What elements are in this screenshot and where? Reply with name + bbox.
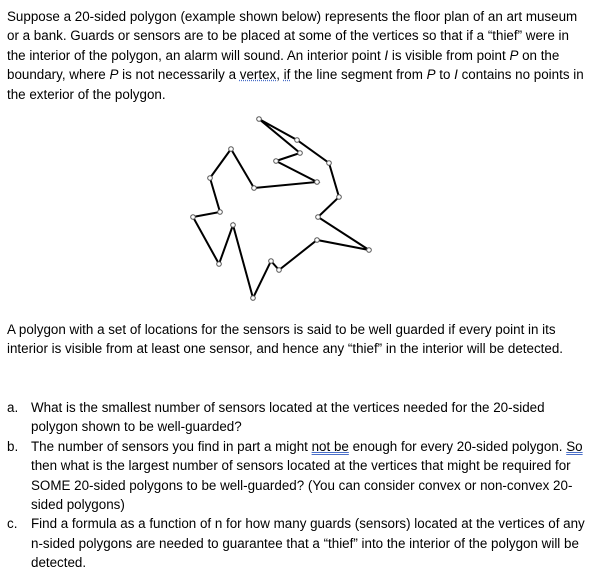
- question-text: The number of sensors you find in part a might: [31, 438, 312, 454]
- intro-text: the line segment from: [290, 67, 427, 83]
- intro-text: contains no points in the exterior of the polygon.: [7, 67, 584, 102]
- vertex-marker: [327, 161, 332, 166]
- var-p: P: [509, 47, 519, 63]
- vertex-marker: [218, 210, 223, 215]
- vertex-marker: [298, 151, 303, 156]
- intro-text: on the boundary, where: [7, 47, 560, 83]
- question-text: enough for every 20-sided polygon.: [348, 438, 567, 454]
- marked-phrase: not be: [311, 438, 349, 454]
- intro-text: to: [435, 67, 455, 83]
- intro-text: is visible from point: [388, 47, 510, 63]
- vertex-marker: [277, 268, 282, 273]
- question-a: [7, 398, 587, 437]
- question-text: Find a formula as a function of n for how many guards (sensors) located at the vertices of any n-sided polygons are needed to guarantee that a “thief” into the interior of the polygon will be detected.: [31, 516, 585, 571]
- intro-text: Suppose a 20-sided polygon (example shown below) represents the floor plan of an art museum or a bank. Guards or sensors are to be placed at some of the vertices so that if a “thief” were in the interior of the polygon, an alarm will sound. An interior point: [7, 9, 578, 63]
- vertex-marker: [231, 223, 236, 228]
- question-marker: c.: [7, 516, 18, 532]
- vertex-markers: [191, 117, 372, 301]
- var-i: I: [454, 67, 458, 83]
- var-i: I: [384, 47, 389, 63]
- question-c: [7, 514, 587, 572]
- vertex-marker: [191, 215, 196, 220]
- question-text: What is the smallest number of sensors located at the vertices needed for the 20-sided polygon shown to be well-guarded?: [31, 400, 545, 435]
- intro-text: is not necessarily a: [118, 67, 240, 83]
- definition-paragraph: A polygon with a set of locations for the sensors is said to be well guarded if every point in its interior is visible from at least one sensor, and hence any “thief” in the interior will be detected.: [7, 322, 563, 357]
- marked-phrase: So: [566, 438, 583, 454]
- question-list: [7, 398, 587, 573]
- question-text: then what is the largest number of sensors located at the vertices that might be required for SOME 20-sided polygons to be well-guarded? (You can consider convex or non-convex 20-sided polygons): [31, 458, 573, 513]
- question-b: [7, 437, 587, 515]
- vertex-marker: [269, 259, 274, 264]
- vertex-marker: [315, 180, 320, 185]
- if-word: if: [283, 67, 291, 83]
- vertex-word: vertex,: [239, 67, 280, 83]
- vertex-marker: [295, 138, 300, 143]
- vertex-marker: [316, 215, 321, 220]
- vertex-marker: [208, 176, 213, 181]
- vertex-marker: [257, 117, 262, 122]
- question-marker: b.: [7, 438, 19, 454]
- vertex-marker: [274, 159, 279, 164]
- vertex-marker: [315, 238, 320, 243]
- var-p: P: [426, 67, 436, 83]
- question-marker: a.: [7, 400, 19, 415]
- var-p: P: [109, 67, 119, 83]
- vertex-marker: [367, 248, 372, 253]
- vertex-marker: [252, 186, 257, 191]
- vertex-marker: [337, 195, 342, 200]
- vertex-marker: [229, 147, 234, 152]
- vertex-marker: [251, 296, 256, 301]
- vertex-marker: [217, 262, 222, 267]
